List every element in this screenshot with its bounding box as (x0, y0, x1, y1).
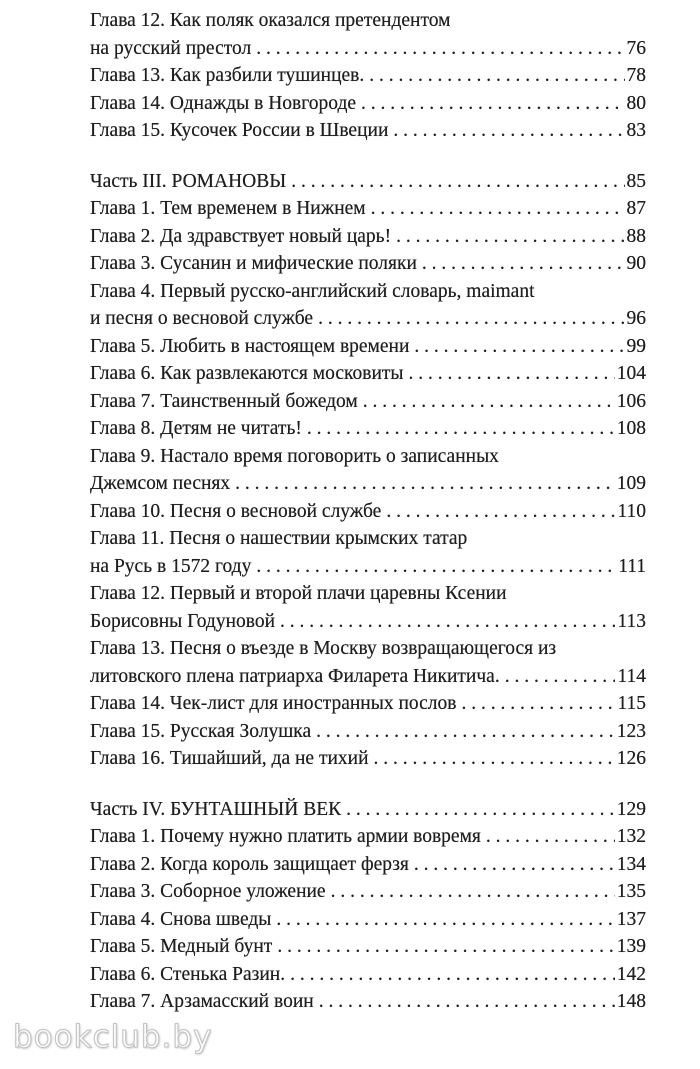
toc-entry-text: Глава 1. Почему нужно платить армии вовремя (90, 826, 481, 847)
toc-entry-text: Глава 14. Чек-лист для иностранных послов (90, 693, 457, 714)
toc-line (90, 388, 646, 416)
toc-line (90, 35, 646, 63)
toc-line (90, 117, 646, 145)
dot-leader (256, 553, 616, 581)
toc-page-number: 142 (616, 963, 646, 985)
toc-entry-text: Глава 8. Детям не читать! (90, 418, 302, 439)
toc-line (90, 168, 646, 196)
dot-leader (414, 333, 624, 361)
toc-entry-text: Глава 2. Да здравствует новый царь! (90, 225, 392, 247)
toc-line (90, 470, 646, 498)
toc-page-number: 104 (616, 363, 646, 384)
toc-line (90, 195, 646, 223)
toc-page-number: 85 (626, 170, 646, 192)
toc-line (90, 823, 646, 851)
toc-entry-text: Глава 10. Песня о весновой службе (90, 500, 382, 522)
dot-leader (291, 168, 624, 196)
toc-line (90, 90, 646, 118)
toc-line (90, 7, 646, 35)
dot-leader (386, 498, 615, 526)
toc-page-number: 114 (617, 665, 646, 687)
toc-page-number: 129 (616, 798, 646, 820)
toc-line (90, 663, 646, 691)
toc-page-number: 80 (626, 92, 646, 114)
dot-leader (276, 906, 614, 934)
toc-entry-text: Джемсом песнях (90, 473, 231, 494)
toc-line (90, 718, 646, 746)
toc-line (90, 961, 646, 989)
dot-leader (363, 388, 615, 416)
toc-page-number: 139 (616, 936, 646, 957)
toc-page-number: 83 (626, 120, 646, 141)
toc-line (90, 305, 646, 333)
toc-page-number: 76 (626, 37, 646, 59)
toc-entry-text: Глава 12. Как поляк оказался претендентом (90, 10, 451, 31)
toc-line (90, 690, 646, 718)
toc-entry-text: Глава 1. Тем временем в Нижнем (90, 198, 366, 219)
toc-entry-text: Глава 13. Песня о въезде в Москву возвращающегося из (90, 638, 557, 659)
toc-page-number: 135 (616, 881, 646, 902)
toc-line (90, 498, 646, 526)
toc-entry-text: Глава 3. Сусанин и мифические поляки (90, 253, 417, 274)
toc-page-number: 109 (616, 473, 646, 494)
toc-line (90, 878, 646, 906)
toc-entry-text: Глава 7. Таинственный божедом (90, 390, 358, 412)
toc-line (90, 635, 646, 663)
dot-leader (346, 796, 615, 824)
toc-line (90, 988, 646, 1016)
watermark: bookclub.by (13, 1019, 213, 1055)
dot-leader (307, 415, 615, 443)
toc-page-number: 134 (616, 853, 646, 875)
toc-line (90, 333, 646, 361)
toc-line (90, 580, 646, 608)
toc-line (90, 360, 646, 388)
dot-leader (256, 35, 624, 63)
toc-entry-text: Глава 13. Как разбили тушинцев. (90, 65, 365, 86)
dot-leader (331, 878, 615, 906)
table-of-contents (90, 7, 646, 1016)
dot-leader (369, 62, 624, 90)
toc-entry-text: Глава 5. Медный бунт (90, 936, 273, 957)
toc-entry-text: Глава 4. Первый русско-английский словарь, maimant (90, 280, 535, 302)
toc-line (90, 250, 646, 278)
dot-leader (318, 305, 624, 333)
toc-entry-text: Часть III. РОМАНОВЫ (90, 170, 287, 192)
toc-entry-text: литовского плена патриарха Филарета Никитича. (90, 665, 500, 687)
toc-entry-text: Глава 3. Соборное уложение (90, 881, 326, 902)
toc-section (90, 796, 646, 1016)
toc-entry-text: и песня о весновой службе (90, 308, 314, 329)
dot-leader (290, 961, 615, 989)
dot-leader (414, 851, 615, 879)
dot-leader (277, 933, 614, 961)
toc-line (90, 62, 646, 90)
toc-page-number: 110 (617, 500, 646, 522)
toc-line (90, 851, 646, 879)
toc-page-number: 106 (616, 390, 646, 412)
toc-entry-text: Глава 12. Первый и второй плачи царевны Ксении (90, 583, 507, 604)
dot-leader (486, 823, 615, 851)
toc-line (90, 608, 646, 636)
toc-line (90, 796, 646, 824)
dot-leader (422, 250, 625, 278)
toc-entry-text: Глава 9. Настало время поговорить о записанных (90, 445, 499, 467)
toc-entry-text: Глава 16. Тишайший, да не тихий (90, 748, 369, 769)
dot-leader (374, 745, 615, 773)
toc-page-number: 108 (616, 418, 646, 439)
toc-entry-text: на русский престол (90, 37, 252, 59)
toc-page-number: 113 (617, 610, 646, 632)
toc-page-number: 90 (626, 253, 646, 274)
toc-page-number: 99 (626, 335, 646, 357)
toc-section (90, 168, 646, 773)
toc-line (90, 933, 646, 961)
toc-page-number: 132 (616, 826, 646, 847)
toc-page-number: 115 (617, 693, 646, 714)
toc-page-number: 88 (626, 225, 646, 247)
dot-leader (409, 360, 615, 388)
toc-page-number: 123 (616, 720, 646, 742)
dot-leader (361, 90, 624, 118)
dot-leader (280, 608, 615, 636)
toc-line (90, 223, 646, 251)
toc-entry-text: Глава 6. Как развлекаются московиты (90, 363, 404, 384)
toc-entry-text: Борисовны Годуновой (90, 610, 276, 632)
toc-entry-text: Глава 14. Однажды в Новгороде (90, 92, 357, 114)
toc-entry-text: на Русь в 1572 году (90, 555, 252, 577)
toc-line (90, 415, 646, 443)
toc-entry-text: Часть IV. БУНТАШНЫЙ ВЕК (90, 798, 342, 820)
toc-entry-text: Глава 15. Русская Золушка (90, 720, 312, 742)
toc-line (90, 443, 646, 471)
dot-leader (396, 223, 624, 251)
toc-page-number: 126 (616, 748, 646, 769)
toc-entry-text: Глава 6. Стенька Разин. (90, 963, 286, 985)
toc-page-number: 78 (626, 65, 646, 86)
toc-page-number: 111 (618, 555, 646, 577)
toc-entry-text: Глава 4. Снова шведы (90, 908, 272, 930)
dot-leader (393, 117, 624, 145)
toc-line (90, 906, 646, 934)
toc-page-number: 148 (616, 991, 646, 1012)
toc-line (90, 278, 646, 306)
dot-leader (316, 718, 615, 746)
toc-entry-text: Глава 2. Когда король защищает ферзя (90, 853, 409, 875)
toc-page-number: 96 (626, 308, 646, 329)
toc-entry-text: Глава 15. Кусочек России в Швеции (90, 120, 389, 141)
toc-entry-text: Глава 5. Любить в настоящем времени (90, 335, 410, 357)
dot-leader (235, 470, 615, 498)
toc-page-number: 87 (626, 198, 646, 219)
dot-leader (505, 663, 616, 691)
toc-line (90, 525, 646, 553)
dot-leader (461, 690, 615, 718)
toc-line (90, 745, 646, 773)
toc-entry-text: Глава 7. Арзамасский воин (90, 991, 314, 1012)
toc-line (90, 553, 646, 581)
toc-section (90, 7, 646, 145)
dot-leader (319, 988, 615, 1016)
dot-leader (371, 195, 625, 223)
toc-entry-text: Глава 11. Песня о нашествии крымских татар (90, 528, 468, 549)
toc-page-number: 137 (616, 908, 646, 930)
